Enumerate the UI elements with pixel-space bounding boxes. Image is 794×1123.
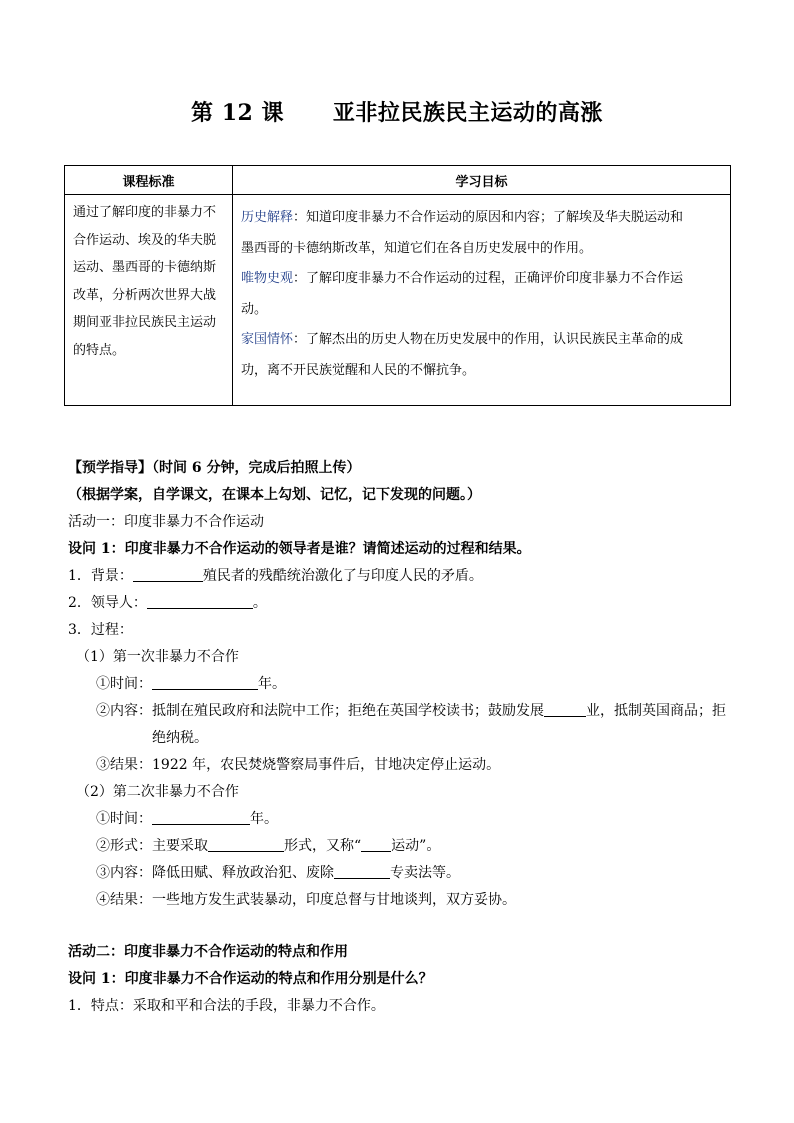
standard-line: 通过了解印度的非暴力不 (73, 205, 217, 220)
goal-patriotism (241, 325, 720, 356)
lesson-title: 第 12 课 亚非拉民族民主运动的高涨 (191, 100, 603, 126)
first-movement-heading: （1）第一次非暴力不合作 (76, 649, 239, 665)
goal-history-explanation (241, 203, 720, 234)
first-content-line: ②内容：抵制在殖民政府和法院中工作；拒绝在英国学校读书；鼓励发展 业，抵制英国商品；拒 (96, 703, 726, 719)
goal-text: ：知道印度非暴力不合作运动的原因和内容；了解埃及华夫脱运动和 (293, 210, 684, 225)
standard-line: 改革，分析两次世界大战 (73, 287, 217, 303)
fill-blank[interactable] (544, 701, 586, 717)
second-movement-heading: （2）第二次非暴力不合作 (76, 784, 239, 800)
fill-blank[interactable] (133, 566, 203, 582)
goal-text: ：了解印度非暴力不合作运动的过程，正确评价印度非暴力不合作运 (293, 271, 684, 286)
goal-historical-materialism (241, 264, 720, 295)
header-learning-goals: 学习目标 (233, 166, 731, 195)
first-result-line: ③结果：1922 年，农民焚烧警察局事件后，甘地决定停止运动。 (96, 757, 501, 773)
standard-line: 的特点。 (73, 342, 126, 358)
goal-label: 历史解释 (241, 210, 294, 225)
goal-text: 动。 (241, 301, 268, 317)
standard-line: 合作运动、埃及的华夫脱 (73, 232, 217, 248)
preview-guide-heading: 【预学指导】（时间 6 分钟，完成后拍照上传） (68, 460, 361, 476)
leader-line: 2．领导人： 。 (68, 595, 267, 611)
first-time-line: ①时间： 年。 (96, 676, 286, 692)
goal-label: 家国情怀 (241, 332, 294, 347)
goal-label: 唯物史观 (241, 271, 294, 286)
fill-blank[interactable] (208, 836, 284, 852)
fill-blank[interactable] (334, 863, 390, 879)
standard-line: 期间亚非拉民族民主运动 (73, 315, 217, 330)
second-result-line: ④结果：一些地方发生武装暴动，印度总督与甘地谈判，双方妥协。 (96, 892, 516, 908)
feature-line: 1．特点：采取和平和合法的手段，非暴力不合作。 (68, 998, 385, 1014)
fill-blank[interactable] (361, 836, 391, 852)
goal-text: 功，离不开民族觉醒和人民的不懈抗争。 (241, 362, 476, 378)
preview-instruction: （根据学案，自学课文，在课本上勾划、记忆，记下发现的问题。） (68, 487, 481, 503)
learning-goals-cell (233, 195, 731, 406)
second-content-line: ③内容：降低田赋、释放政治犯、废除 专卖法等。 (96, 865, 460, 881)
goal-text: ：了解杰出的历史人物在历史发展中的作用，认识民族民主革命的成 (293, 332, 684, 347)
fill-blank[interactable] (147, 593, 253, 609)
header-course-standard: 课程标准 (65, 166, 233, 195)
first-content-line-continued: 绝纳税。 (152, 730, 208, 746)
course-standard-cell (65, 195, 233, 406)
background-line: 1．背景： 殖民者的残酷统治激化了与印度人民的矛盾。 (68, 568, 483, 584)
goal-text: 墨西哥的卡德纳斯改革，知道它们在各自历史发展中的作用。 (241, 240, 593, 256)
activity-one-heading: 活动一：印度非暴力不合作运动 (68, 514, 264, 530)
activity-two-question: 设问 1：印度非暴力不合作运动的特点和作用分别是什么？ (68, 971, 433, 987)
process-heading: 3．过程： (68, 622, 133, 638)
fill-blank[interactable] (152, 674, 258, 690)
activity-two-heading: 活动二：印度非暴力不合作运动的特点和作用 (68, 944, 348, 960)
second-time-line: ①时间： 年。 (96, 811, 278, 827)
fill-blank[interactable] (152, 809, 250, 825)
course-goals-table (64, 165, 731, 406)
standard-line: 运动、墨西哥的卡德纳斯 (73, 260, 217, 275)
activity-one-question: 设问 1：印度非暴力不合作运动的领导者是谁？请简述运动的过程和结果。 (68, 541, 531, 557)
second-form-line: ②形式：主要采取 形式，又称“ 运动”。 (96, 838, 441, 854)
